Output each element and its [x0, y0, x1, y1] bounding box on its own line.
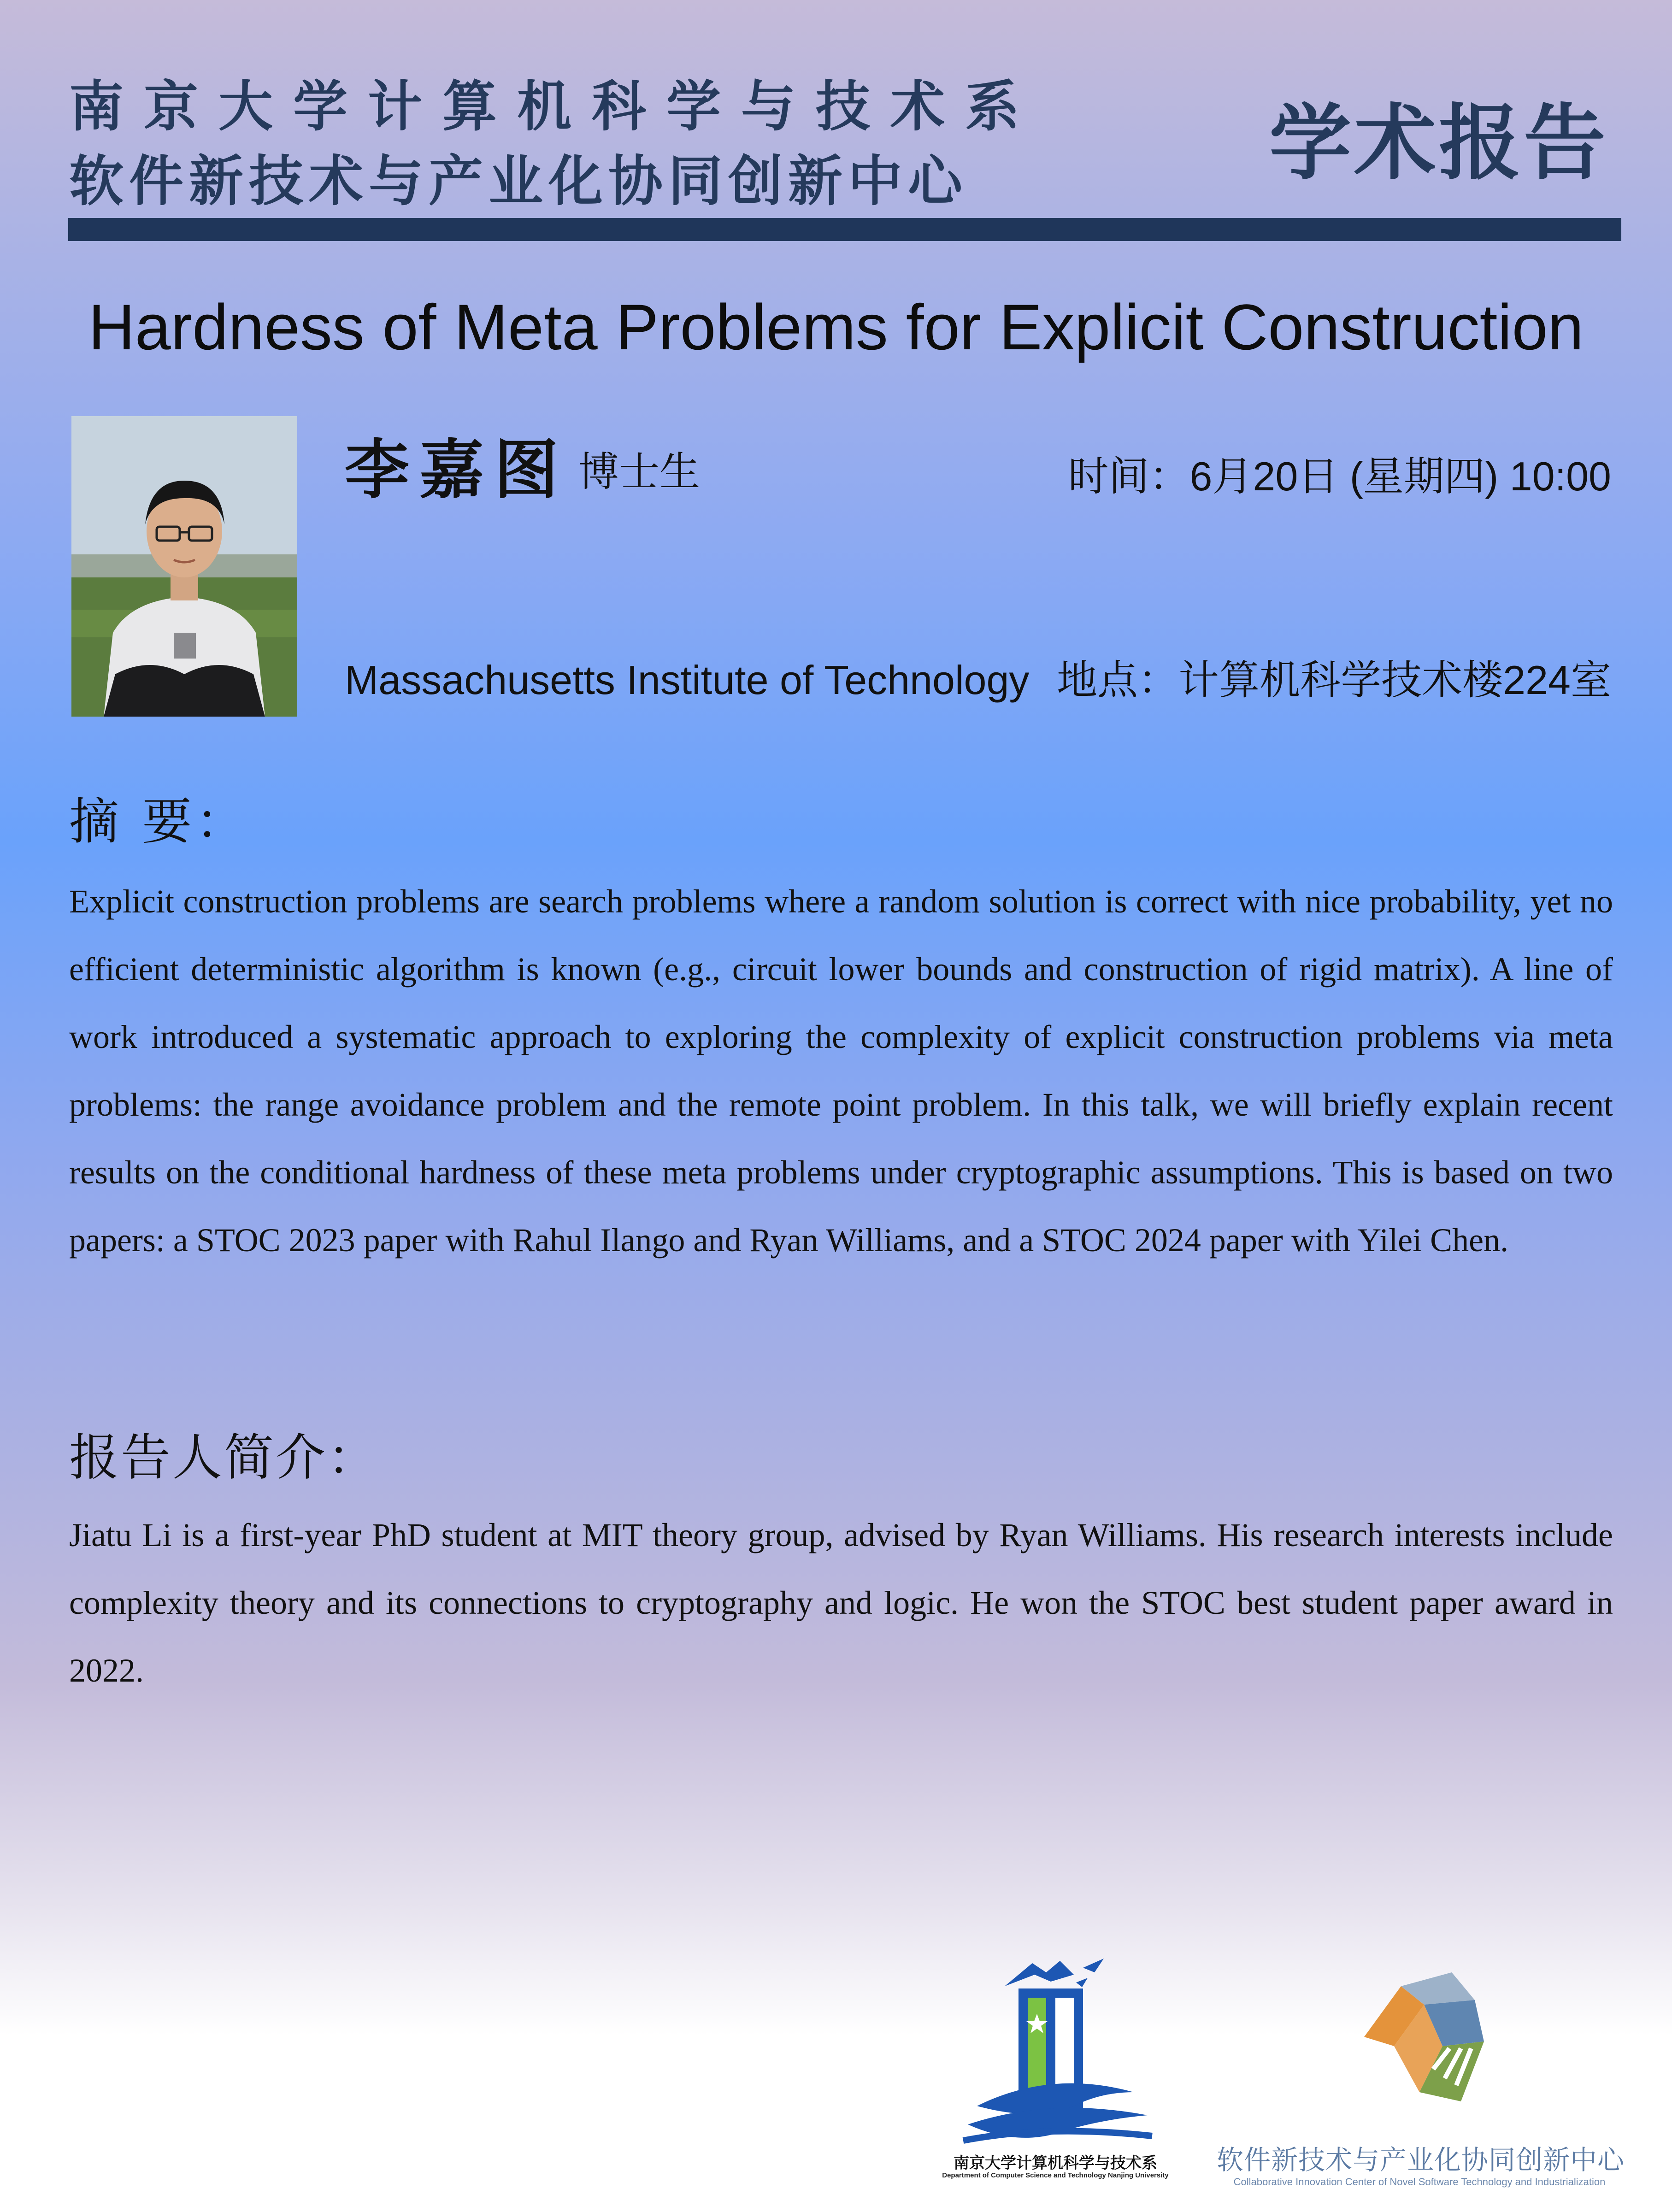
cic-logo-en: Collaborative Innovation Center of Novel Software Technology and Industrialization [1233, 2176, 1606, 2188]
talk-location: 地点：计算机科学技术楼224室 [1057, 657, 1611, 703]
nju-cs-logo [936, 1954, 1175, 2161]
speaker-name: 李嘉图 [345, 432, 569, 508]
bio-text: Jiatu Li is a first-year PhD student at MIT theory group, advised by Ryan Williams. His research interests include complexity theory and its connections to cryptography and logic. He won the STOC best student paper award in 2022. [69, 1517, 1613, 1689]
cic-logo [1350, 1968, 1489, 2115]
cic-logo-cn: 软件新技术与产业化协同创新中心 [1217, 2144, 1625, 2176]
speaker-photo [71, 416, 297, 717]
speaker-role: 博士生 [578, 448, 701, 495]
nju-cs-logo-cn: 南京大学计算机科学与技术系 [954, 2154, 1157, 2172]
report-label: 学术报告 [1269, 95, 1608, 191]
talk-time: 时间：6月20日 (星期四) 10:00 [1068, 453, 1611, 499]
abstract-text: Explicit construction problems are search problems where a random solution is correct with nice probability, yet no efficient deterministic algorithm is known (e.g., circuit lower bounds and construction of rigid matrix). A line of work introduced a systematic approach to exploring the complexity of explicit construction problems via meta problems: the range avoidance problem and the remote point problem. In this talk, we will briefly explain recent results on the conditional hardness of these meta problems under cryptographic assumptions. This is based on two papers: a STOC 2023 paper with Rahul Ilango and Ryan Williams, and a STOC 2024 paper with Yilei Chen. [69, 883, 1613, 1259]
center-name: 软件新技术与产业化协同创新中心 [69, 149, 968, 213]
speaker-affiliation: Massachusetts Institute of Technology [345, 657, 1030, 703]
speaker-photo-illustration [71, 416, 297, 717]
department-name: 南京大学计算机科学与技术系 [69, 75, 1040, 138]
cic-logo-graphic [1350, 1968, 1489, 2115]
header-divider [68, 218, 1621, 241]
nju-cs-logo-graphic [936, 1954, 1175, 2161]
talk-title: Hardness of Meta Problems for Explicit Construction [88, 291, 1584, 363]
nju-cs-logo-en: Department of Computer Science and Technology Nanjing University [942, 2171, 1169, 2179]
bio-heading: 报告人简介： [69, 1429, 379, 1487]
abstract-heading: 摘 要： [69, 793, 249, 851]
